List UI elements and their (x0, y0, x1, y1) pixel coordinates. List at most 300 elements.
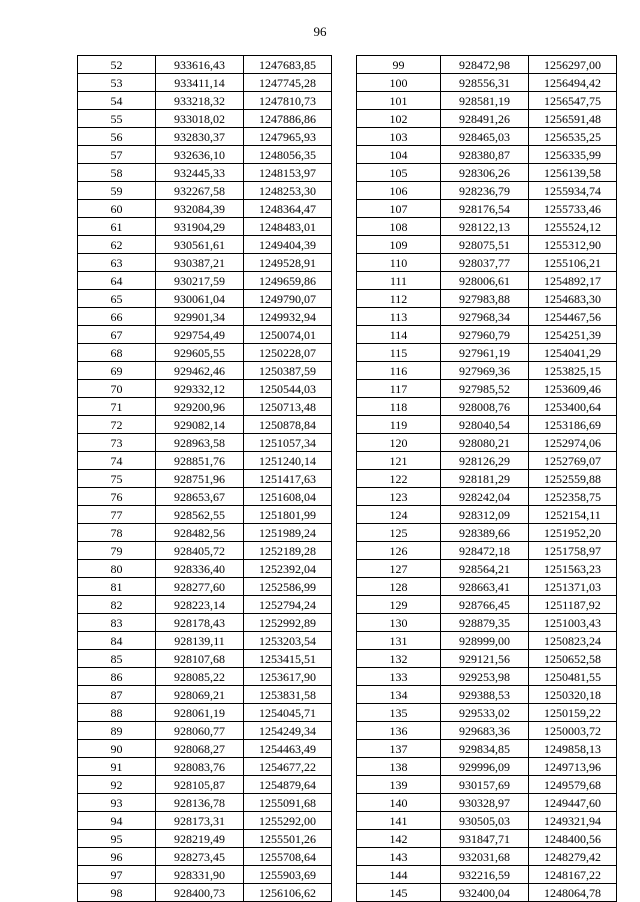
point-number-cell: 78 (78, 524, 156, 542)
x-coordinate-cell: 928181,29 (441, 470, 529, 488)
point-number-cell: 98 (78, 884, 156, 902)
table-row (78, 650, 332, 668)
point-number-cell: 120 (357, 434, 441, 452)
x-coordinate-cell: 928008,76 (441, 398, 529, 416)
y-coordinate-cell: 1248253,30 (244, 182, 332, 200)
x-coordinate-cell: 928178,43 (156, 614, 244, 632)
table-row (357, 812, 617, 830)
table-row (357, 218, 617, 236)
y-coordinate-cell: 1250878,84 (244, 416, 332, 434)
table-row (357, 506, 617, 524)
y-coordinate-cell: 1256297,00 (529, 56, 617, 74)
y-coordinate-cell: 1251187,92 (529, 596, 617, 614)
point-number-cell: 125 (357, 524, 441, 542)
table-row (78, 866, 332, 884)
y-coordinate-cell: 1256547,75 (529, 92, 617, 110)
y-coordinate-cell: 1247683,85 (244, 56, 332, 74)
x-coordinate-cell: 928556,31 (441, 74, 529, 92)
table-row (78, 758, 332, 776)
y-coordinate-cell: 1249528,91 (244, 254, 332, 272)
x-coordinate-cell: 928751,96 (156, 470, 244, 488)
x-coordinate-cell: 929754,49 (156, 326, 244, 344)
x-coordinate-cell: 928306,26 (441, 164, 529, 182)
x-coordinate-cell: 930561,61 (156, 236, 244, 254)
y-coordinate-cell: 1251240,14 (244, 452, 332, 470)
point-number-cell: 122 (357, 470, 441, 488)
table-row (357, 560, 617, 578)
y-coordinate-cell: 1248483,01 (244, 218, 332, 236)
x-coordinate-cell: 928223,14 (156, 596, 244, 614)
y-coordinate-cell: 1256535,25 (529, 128, 617, 146)
x-coordinate-cell: 928075,51 (441, 236, 529, 254)
x-coordinate-cell: 928107,68 (156, 650, 244, 668)
x-coordinate-cell: 929332,12 (156, 380, 244, 398)
y-coordinate-cell: 1253203,54 (244, 632, 332, 650)
x-coordinate-cell: 933616,43 (156, 56, 244, 74)
y-coordinate-cell: 1252794,24 (244, 596, 332, 614)
point-number-cell: 106 (357, 182, 441, 200)
point-number-cell: 93 (78, 794, 156, 812)
x-coordinate-cell: 930157,69 (441, 776, 529, 794)
y-coordinate-cell: 1252974,06 (529, 434, 617, 452)
y-coordinate-cell: 1251003,43 (529, 614, 617, 632)
x-coordinate-cell: 927968,34 (441, 308, 529, 326)
point-number-cell: 66 (78, 308, 156, 326)
point-number-cell: 75 (78, 470, 156, 488)
point-number-cell: 88 (78, 704, 156, 722)
x-coordinate-cell: 928663,41 (441, 578, 529, 596)
y-coordinate-cell: 1253825,15 (529, 362, 617, 380)
table-row (78, 596, 332, 614)
table-row (78, 110, 332, 128)
x-coordinate-cell: 928405,72 (156, 542, 244, 560)
table-row (357, 542, 617, 560)
x-coordinate-cell: 929683,36 (441, 722, 529, 740)
x-coordinate-cell: 931847,71 (441, 830, 529, 848)
x-coordinate-cell: 932084,39 (156, 200, 244, 218)
table-row (78, 146, 332, 164)
x-coordinate-cell: 927983,88 (441, 290, 529, 308)
point-number-cell: 96 (78, 848, 156, 866)
point-number-cell: 86 (78, 668, 156, 686)
y-coordinate-cell: 1248064,78 (529, 884, 617, 902)
y-coordinate-cell: 1249579,68 (529, 776, 617, 794)
point-number-cell: 107 (357, 200, 441, 218)
point-number-cell: 124 (357, 506, 441, 524)
point-number-cell: 143 (357, 848, 441, 866)
y-coordinate-cell: 1251417,63 (244, 470, 332, 488)
y-coordinate-cell: 1251563,23 (529, 560, 617, 578)
x-coordinate-cell: 929901,34 (156, 308, 244, 326)
y-coordinate-cell: 1250228,07 (244, 344, 332, 362)
point-number-cell: 99 (357, 56, 441, 74)
table-row (78, 362, 332, 380)
table-row (78, 74, 332, 92)
x-coordinate-cell: 928653,67 (156, 488, 244, 506)
point-number-cell: 82 (78, 596, 156, 614)
point-number-cell: 127 (357, 560, 441, 578)
x-coordinate-cell: 928581,19 (441, 92, 529, 110)
point-number-cell: 68 (78, 344, 156, 362)
point-number-cell: 53 (78, 74, 156, 92)
table-row (78, 632, 332, 650)
y-coordinate-cell: 1254463,49 (244, 740, 332, 758)
table-row (78, 254, 332, 272)
table-row (357, 290, 617, 308)
y-coordinate-cell: 1247965,93 (244, 128, 332, 146)
x-coordinate-cell: 928083,76 (156, 758, 244, 776)
y-coordinate-cell: 1252392,04 (244, 560, 332, 578)
point-number-cell: 136 (357, 722, 441, 740)
y-coordinate-cell: 1253400,64 (529, 398, 617, 416)
y-coordinate-cell: 1250713,48 (244, 398, 332, 416)
x-coordinate-cell: 928126,29 (441, 452, 529, 470)
y-coordinate-cell: 1247810,73 (244, 92, 332, 110)
table-row (357, 488, 617, 506)
x-coordinate-cell: 929533,02 (441, 704, 529, 722)
table-row (357, 92, 617, 110)
x-coordinate-cell: 930505,03 (441, 812, 529, 830)
table-row (78, 884, 332, 902)
point-number-cell: 114 (357, 326, 441, 344)
table-row (357, 848, 617, 866)
x-coordinate-cell: 928879,35 (441, 614, 529, 632)
table-row (78, 128, 332, 146)
y-coordinate-cell: 1250544,03 (244, 380, 332, 398)
y-coordinate-cell: 1255903,69 (244, 866, 332, 884)
point-number-cell: 81 (78, 578, 156, 596)
x-coordinate-cell: 932031,68 (441, 848, 529, 866)
point-number-cell: 58 (78, 164, 156, 182)
x-coordinate-cell: 928336,40 (156, 560, 244, 578)
table-row (78, 812, 332, 830)
x-coordinate-cell: 927969,36 (441, 362, 529, 380)
point-number-cell: 116 (357, 362, 441, 380)
point-number-cell: 55 (78, 110, 156, 128)
x-coordinate-cell: 928851,76 (156, 452, 244, 470)
x-coordinate-cell: 928122,13 (441, 218, 529, 236)
x-coordinate-cell: 929834,85 (441, 740, 529, 758)
x-coordinate-cell: 930061,04 (156, 290, 244, 308)
y-coordinate-cell: 1255091,68 (244, 794, 332, 812)
y-coordinate-cell: 1248364,47 (244, 200, 332, 218)
x-coordinate-cell: 930328,97 (441, 794, 529, 812)
y-coordinate-cell: 1254249,34 (244, 722, 332, 740)
point-number-cell: 137 (357, 740, 441, 758)
table-row (78, 524, 332, 542)
y-coordinate-cell: 1248167,22 (529, 866, 617, 884)
x-coordinate-cell: 932636,10 (156, 146, 244, 164)
y-coordinate-cell: 1255524,12 (529, 218, 617, 236)
y-coordinate-cell: 1253186,69 (529, 416, 617, 434)
point-number-cell: 72 (78, 416, 156, 434)
x-coordinate-cell: 928006,61 (441, 272, 529, 290)
point-number-cell: 89 (78, 722, 156, 740)
table-row (78, 56, 332, 74)
point-number-cell: 71 (78, 398, 156, 416)
y-coordinate-cell: 1251952,20 (529, 524, 617, 542)
point-number-cell: 140 (357, 794, 441, 812)
x-coordinate-cell: 932400,04 (441, 884, 529, 902)
table-row (78, 200, 332, 218)
point-number-cell: 80 (78, 560, 156, 578)
point-number-cell: 104 (357, 146, 441, 164)
table-row (357, 110, 617, 128)
point-number-cell: 132 (357, 650, 441, 668)
point-number-cell: 77 (78, 506, 156, 524)
table-row (357, 578, 617, 596)
x-coordinate-cell: 928173,31 (156, 812, 244, 830)
y-coordinate-cell: 1247886,86 (244, 110, 332, 128)
point-number-cell: 115 (357, 344, 441, 362)
table-row (78, 578, 332, 596)
x-coordinate-cell: 929996,09 (441, 758, 529, 776)
x-coordinate-cell: 929605,55 (156, 344, 244, 362)
y-coordinate-cell: 1255312,90 (529, 236, 617, 254)
table-row (357, 182, 617, 200)
x-coordinate-cell: 928040,54 (441, 416, 529, 434)
x-coordinate-cell: 928139,11 (156, 632, 244, 650)
x-coordinate-cell: 929253,98 (441, 668, 529, 686)
y-coordinate-cell: 1248153,97 (244, 164, 332, 182)
x-coordinate-cell: 928400,73 (156, 884, 244, 902)
y-coordinate-cell: 1254892,17 (529, 272, 617, 290)
x-coordinate-cell: 932830,37 (156, 128, 244, 146)
table-row (78, 398, 332, 416)
y-coordinate-cell: 1248400,56 (529, 830, 617, 848)
table-row (357, 686, 617, 704)
y-coordinate-cell: 1253609,46 (529, 380, 617, 398)
point-number-cell: 126 (357, 542, 441, 560)
x-coordinate-cell: 928060,77 (156, 722, 244, 740)
table-row (78, 326, 332, 344)
y-coordinate-cell: 1252769,07 (529, 452, 617, 470)
x-coordinate-cell: 928037,77 (441, 254, 529, 272)
x-coordinate-cell: 928472,18 (441, 542, 529, 560)
x-coordinate-cell: 927960,79 (441, 326, 529, 344)
x-coordinate-cell: 928242,04 (441, 488, 529, 506)
y-coordinate-cell: 1254041,29 (529, 344, 617, 362)
point-number-cell: 139 (357, 776, 441, 794)
y-coordinate-cell: 1253617,90 (244, 668, 332, 686)
point-number-cell: 79 (78, 542, 156, 560)
table-row (78, 506, 332, 524)
table-row (357, 704, 617, 722)
table-row (357, 56, 617, 74)
x-coordinate-cell: 929121,56 (441, 650, 529, 668)
table-row (78, 380, 332, 398)
y-coordinate-cell: 1254677,22 (244, 758, 332, 776)
point-number-cell: 70 (78, 380, 156, 398)
table-row (78, 560, 332, 578)
table-row (357, 272, 617, 290)
point-number-cell: 74 (78, 452, 156, 470)
point-number-cell: 108 (357, 218, 441, 236)
point-number-cell: 57 (78, 146, 156, 164)
x-coordinate-cell: 928331,90 (156, 866, 244, 884)
y-coordinate-cell: 1250387,59 (244, 362, 332, 380)
y-coordinate-cell: 1250320,18 (529, 686, 617, 704)
y-coordinate-cell: 1256494,42 (529, 74, 617, 92)
y-coordinate-cell: 1250003,72 (529, 722, 617, 740)
point-number-cell: 91 (78, 758, 156, 776)
table-row (357, 650, 617, 668)
table-row (357, 722, 617, 740)
point-number-cell: 141 (357, 812, 441, 830)
table-row (357, 794, 617, 812)
table-row (357, 830, 617, 848)
y-coordinate-cell: 1249932,94 (244, 308, 332, 326)
y-coordinate-cell: 1251801,99 (244, 506, 332, 524)
table-row (357, 866, 617, 884)
table-row (357, 596, 617, 614)
x-coordinate-cell: 928080,21 (441, 434, 529, 452)
point-number-cell: 54 (78, 92, 156, 110)
x-coordinate-cell: 928491,26 (441, 110, 529, 128)
y-coordinate-cell: 1251057,34 (244, 434, 332, 452)
point-number-cell: 130 (357, 614, 441, 632)
x-coordinate-cell: 933411,14 (156, 74, 244, 92)
y-coordinate-cell: 1254045,71 (244, 704, 332, 722)
y-coordinate-cell: 1255733,46 (529, 200, 617, 218)
point-number-cell: 121 (357, 452, 441, 470)
y-coordinate-cell: 1255106,21 (529, 254, 617, 272)
x-coordinate-cell: 928277,60 (156, 578, 244, 596)
table-row (357, 326, 617, 344)
table-row (78, 92, 332, 110)
x-coordinate-cell: 928564,21 (441, 560, 529, 578)
table-row (78, 218, 332, 236)
x-coordinate-cell: 933218,32 (156, 92, 244, 110)
point-number-cell: 97 (78, 866, 156, 884)
point-number-cell: 113 (357, 308, 441, 326)
y-coordinate-cell: 1253415,51 (244, 650, 332, 668)
x-coordinate-cell: 928312,09 (441, 506, 529, 524)
coordinates-table-right (356, 55, 617, 902)
x-coordinate-cell: 928482,56 (156, 524, 244, 542)
x-coordinate-cell: 930217,59 (156, 272, 244, 290)
table-row (357, 254, 617, 272)
point-number-cell: 135 (357, 704, 441, 722)
point-number-cell: 131 (357, 632, 441, 650)
x-coordinate-cell: 928068,27 (156, 740, 244, 758)
y-coordinate-cell: 1250823,24 (529, 632, 617, 650)
point-number-cell: 52 (78, 56, 156, 74)
y-coordinate-cell: 1249790,07 (244, 290, 332, 308)
point-number-cell: 145 (357, 884, 441, 902)
table-row (78, 164, 332, 182)
table-row (78, 308, 332, 326)
table-row (78, 236, 332, 254)
y-coordinate-cell: 1256139,58 (529, 164, 617, 182)
point-number-cell: 102 (357, 110, 441, 128)
point-number-cell: 87 (78, 686, 156, 704)
table-row (357, 344, 617, 362)
table-row (357, 614, 617, 632)
point-number-cell: 67 (78, 326, 156, 344)
x-coordinate-cell: 928136,78 (156, 794, 244, 812)
table-row (78, 272, 332, 290)
y-coordinate-cell: 1256335,99 (529, 146, 617, 164)
point-number-cell: 64 (78, 272, 156, 290)
x-coordinate-cell: 928472,98 (441, 56, 529, 74)
point-number-cell: 134 (357, 686, 441, 704)
table-row (357, 74, 617, 92)
point-number-cell: 117 (357, 380, 441, 398)
table-row (357, 758, 617, 776)
x-coordinate-cell: 929082,14 (156, 416, 244, 434)
y-coordinate-cell: 1249858,13 (529, 740, 617, 758)
table-row (357, 164, 617, 182)
y-coordinate-cell: 1255934,74 (529, 182, 617, 200)
point-number-cell: 144 (357, 866, 441, 884)
y-coordinate-cell: 1251608,04 (244, 488, 332, 506)
point-number-cell: 63 (78, 254, 156, 272)
point-number-cell: 85 (78, 650, 156, 668)
x-coordinate-cell: 933018,02 (156, 110, 244, 128)
point-number-cell: 60 (78, 200, 156, 218)
point-number-cell: 101 (357, 92, 441, 110)
table-row (78, 290, 332, 308)
point-number-cell: 61 (78, 218, 156, 236)
y-coordinate-cell: 1249447,60 (529, 794, 617, 812)
y-coordinate-cell: 1249404,39 (244, 236, 332, 254)
point-number-cell: 73 (78, 434, 156, 452)
table-row (78, 470, 332, 488)
x-coordinate-cell: 928085,22 (156, 668, 244, 686)
table-row (357, 362, 617, 380)
point-number-cell: 56 (78, 128, 156, 146)
y-coordinate-cell: 1254683,30 (529, 290, 617, 308)
x-coordinate-cell: 932216,59 (441, 866, 529, 884)
y-coordinate-cell: 1254879,64 (244, 776, 332, 794)
point-number-cell: 59 (78, 182, 156, 200)
table-row (78, 344, 332, 362)
y-coordinate-cell: 1252358,75 (529, 488, 617, 506)
table-row (357, 308, 617, 326)
table-row (78, 722, 332, 740)
point-number-cell: 123 (357, 488, 441, 506)
table-row (357, 236, 617, 254)
coordinates-table-left (77, 55, 332, 902)
point-number-cell: 84 (78, 632, 156, 650)
x-coordinate-cell: 930387,21 (156, 254, 244, 272)
point-number-cell: 105 (357, 164, 441, 182)
x-coordinate-cell: 928061,19 (156, 704, 244, 722)
x-coordinate-cell: 927985,52 (441, 380, 529, 398)
table-row (357, 470, 617, 488)
y-coordinate-cell: 1247745,28 (244, 74, 332, 92)
y-coordinate-cell: 1256591,48 (529, 110, 617, 128)
table-row (78, 182, 332, 200)
point-number-cell: 111 (357, 272, 441, 290)
table-row (78, 776, 332, 794)
point-number-cell: 133 (357, 668, 441, 686)
point-number-cell: 109 (357, 236, 441, 254)
x-coordinate-cell: 928273,45 (156, 848, 244, 866)
y-coordinate-cell: 1251758,97 (529, 542, 617, 560)
table-row (78, 848, 332, 866)
table-row (357, 884, 617, 902)
point-number-cell: 69 (78, 362, 156, 380)
table-row (357, 776, 617, 794)
table-row (78, 452, 332, 470)
table-row (357, 524, 617, 542)
y-coordinate-cell: 1250159,22 (529, 704, 617, 722)
x-coordinate-cell: 927961,19 (441, 344, 529, 362)
point-number-cell: 138 (357, 758, 441, 776)
point-number-cell: 119 (357, 416, 441, 434)
